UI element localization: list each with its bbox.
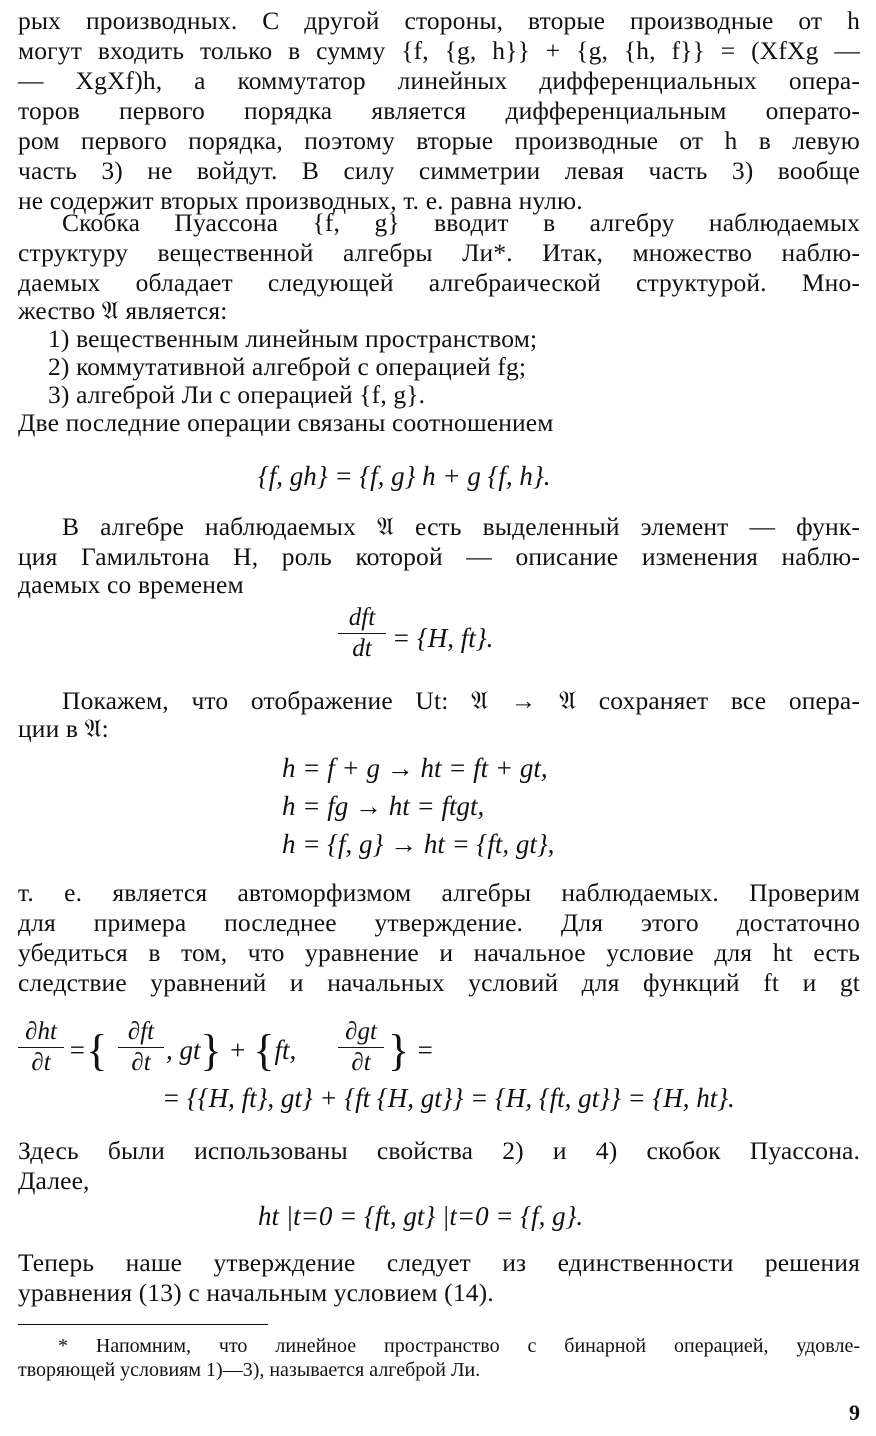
equation-term-text: ft, [274,1035,297,1065]
equation-line: h = fg → ht = ftgt, [282,791,485,821]
fraction-bar [18,1047,64,1048]
fraction-bar [338,633,386,634]
text-line: торов первого порядка является дифференциальным операто- [18,96,860,125]
fraction-denominator: ∂t [131,1049,151,1076]
text-line: ция Гамильтона H, роль которой — описание изменения наблю- [18,542,860,571]
text-line: даемых обладает следующей алгебраической структурой. Мно- [18,268,860,297]
text-line: Скобка Пуассона {f, g} вводит в алгебру наблюдаемых [62,208,860,237]
equation-time-derivative-fraction [338,604,386,663]
text-line: Далее, [18,1166,90,1195]
equals-sign: ={ [68,1026,108,1075]
equation-bracket-product: {f, gh} = {f, g} h + g {f, h}. [258,461,551,491]
equation-line: = {{H, ft}, gt} + {ft {H, gt}} = {H, {ft, gt}} = {H, ht}. [162,1083,735,1113]
text-line: В алгебре наблюдаемых 𝔄 есть выделенный элемент — функ- [62,512,860,541]
text-line: Покажем, что отображение Ut: 𝔄 → 𝔄 сохраняет все опера- [62,686,860,715]
text-line: убедиться в том, что уравнение и начальное условие для ht есть [18,938,860,967]
text-line: Две последние операции связаны соотношением [18,408,554,437]
list-item: 2) коммутативной алгеброй с операцией fg; [48,352,527,381]
fraction-denominator: ∂t [31,1049,51,1076]
fraction-numerator: ∂gt [345,1018,377,1045]
text-line: структуру вещественной алгебры Ли*. Итак, множество наблю- [18,238,860,267]
text-line: жество 𝔄 является: [18,296,228,325]
equation-fraction [338,1018,384,1077]
equation-lhs-fraction [18,1018,64,1077]
text-line: для примера последнее утверждение. Для этого достаточно [18,908,860,937]
text-line: рых производных. С другой стороны, вторые производные от h [18,6,860,35]
text-line: следствие уравнений и начальных условий для функций ft и gt [18,968,860,997]
list-item: 1) вещественным линейным пространством; [48,324,538,353]
equation-fraction [118,1018,164,1077]
text-line: Здесь были использованы свойства 2) и 4) скобок Пуассона. [18,1136,860,1165]
text-line: часть 3) не войдут. В силу симметрии левая часть 3) вообще [18,156,860,185]
footnote-line: творяющей условиям 1)—3), называется алгеброй Ли. [18,1359,481,1381]
fraction-denominator: ∂t [351,1049,371,1076]
equation-rhs: = {H, ft}. [392,623,494,653]
equation-initial-condition: ht |t=0 = {ft, gt} |t=0 = {f, g}. [258,1201,584,1231]
fraction-bar [118,1047,164,1048]
equation-line: h = f + g → ht = ft + gt, [282,753,548,783]
page-number: 9 [849,1400,860,1425]
text-line: — XgXf)h, а коммутатор линейных дифференциальных опера- [18,66,860,95]
footnote-rule [18,1324,268,1325]
fraction-numerator: ∂ht [25,1018,57,1045]
equation-term-text: , gt [166,1035,201,1065]
text-line: Теперь наше утверждение следует из единственности решения [18,1248,860,1277]
text-line: даемых со временем [18,570,244,599]
text-line: т. е. является автоморфизмом алгебры наблюдаемых. Проверим [18,878,860,907]
fraction-numerator: ∂ft [127,1018,155,1045]
fraction-denominator: dt [352,635,372,662]
footnote-line: * Напомним, что линейное пространство с бинарной операцией, удовле- [58,1335,860,1357]
text-line: могут входить только в сумму {f, {g, h}} + {g, {h, f}} = (XfXg — [18,36,860,65]
list-item: 3) алгеброй Ли с операцией {f, g}. [48,380,426,409]
equation-term: , gt} + {ft, [166,1026,297,1075]
equation-line: h = {f, g} → ht = {ft, gt}, [282,829,555,859]
fraction-numerator: dft [348,604,376,631]
text-line: не содержит вторых производных, т. е. равна нулю. [18,186,583,215]
text-line: ции в 𝔄: [18,714,109,743]
equation-term: } = [388,1026,435,1075]
fraction-bar [338,1047,384,1048]
text-line: ром первого порядка, поэтому вторые производные от h в левую [18,126,860,155]
text-line: уравнения (13) с начальным условием (14). [18,1278,494,1307]
